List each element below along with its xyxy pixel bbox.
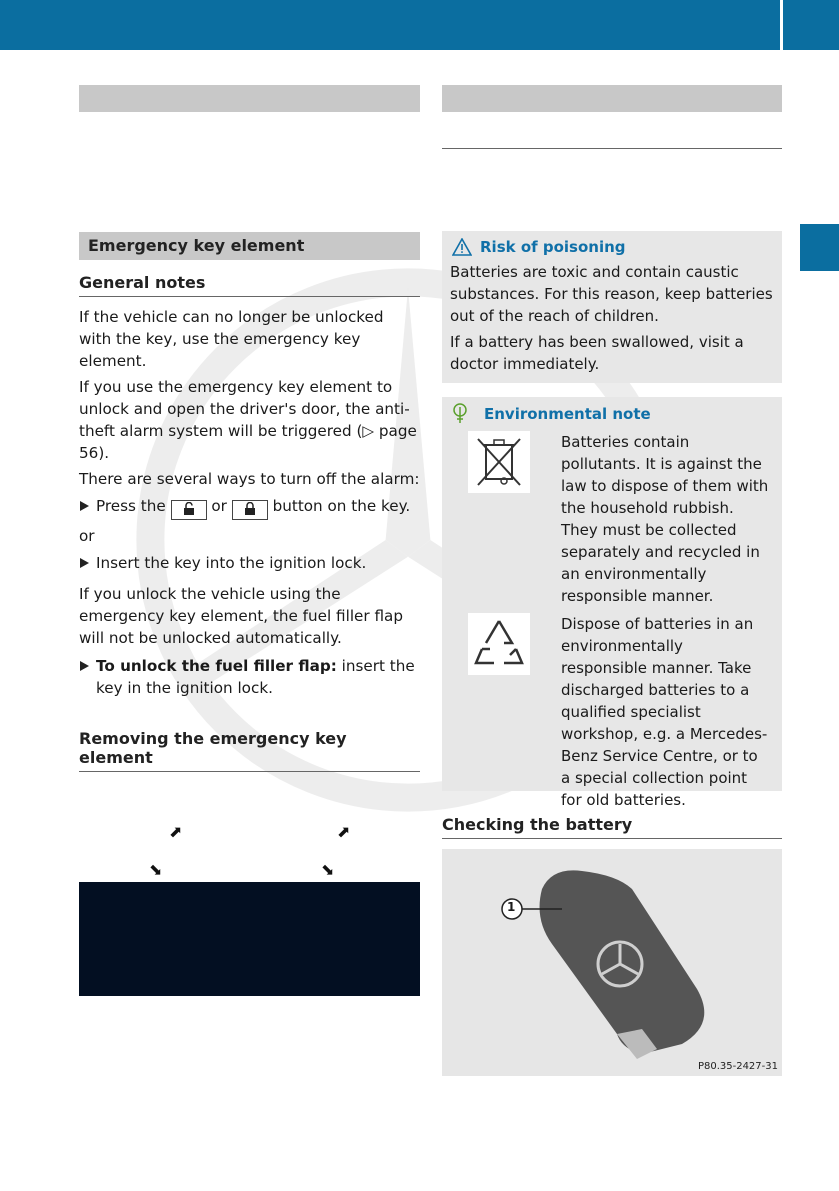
warning-box (442, 231, 782, 383)
dark-illustration-box (79, 882, 420, 996)
step-arrow-icon (80, 661, 89, 671)
or-text: or (79, 527, 95, 545)
step-insert-key (79, 552, 420, 574)
general-notes-heading: General notes (79, 273, 420, 297)
right-header-bar (442, 85, 782, 112)
arrow-down-right-icon: ⬊ (321, 860, 335, 879)
step1-mid: or (211, 497, 227, 515)
unlock-icon (183, 502, 195, 516)
arrow-up-right-icon: ⬈ (169, 822, 183, 841)
left-column (79, 85, 420, 996)
recycle-icon (468, 613, 530, 675)
lock-icon (244, 502, 256, 516)
arrow-down-right-icon: ⬊ (149, 860, 163, 879)
right-column (442, 85, 782, 1076)
env-row-recycle (450, 613, 774, 811)
key-photo (442, 849, 782, 1076)
warning-title (452, 237, 774, 257)
arrow-up-right-icon: ⬈ (337, 822, 351, 841)
env-title (452, 403, 774, 425)
warning-title-text: Risk of poisoning (480, 238, 626, 256)
unlock-button (171, 500, 207, 520)
step-unlock-fuel-flap (79, 655, 420, 699)
chapter-tab (800, 224, 839, 271)
paragraph-unlock-key: If the vehicle can no longer be unlocked with the key, use the emergency key element. (79, 308, 384, 370)
step3-bold: To unlock the fuel filler flap: (96, 657, 337, 675)
header-separator (780, 0, 783, 50)
env-text-1: Batteries contain pollutants. It is against the law to dispose of them with the household rubbish. They must be collected separately and recycled in an environmentally responsible manner. (561, 433, 769, 605)
paragraph-fuel-flap: If you unlock the vehicle using the emergency key element, the fuel filler flap will not be unlocked automatically. (79, 585, 403, 647)
left-header-bar (79, 85, 420, 112)
lightbulb-icon (452, 403, 468, 425)
step-arrow-icon (80, 558, 89, 568)
step-press-button (79, 495, 420, 520)
warning-paragraph-2: If a battery has been swallowed, visit a doctor immediately. (450, 333, 744, 373)
removing-heading: Removing the emergency key element (79, 729, 420, 772)
step-arrow-icon (80, 501, 89, 511)
key-illustration (442, 849, 782, 1076)
section-title: Emergency key element (79, 232, 420, 260)
step1-post: button on the key. (272, 497, 411, 515)
photo-callout-1: 1 (507, 900, 516, 914)
warning-paragraph-1: Batteries are toxic and contain caustic substances. For this reason, keep batteries out of the reach of children. (450, 263, 773, 325)
step3-rest: insert the key in the ignition lock. (96, 657, 415, 697)
photo-caption: P80.35-2427-31 (697, 1061, 778, 1072)
arrow-markers (79, 772, 420, 882)
checking-battery-heading: Checking the battery (442, 815, 782, 839)
environmental-note-box (442, 397, 782, 809)
header-bar (0, 0, 839, 50)
warning-triangle-icon (452, 238, 472, 256)
paragraph-ways-off: There are several ways to turn off the alarm: (79, 470, 420, 488)
env-row-bin (450, 431, 774, 607)
env-title-text: Environmental note (484, 405, 651, 423)
crossed-bin-icon (468, 431, 530, 493)
paragraph-alarm-triggered: If you use the emergency key element to unlock and open the driver's door, the anti-theft alarm system will be triggered (▷ page 56). (79, 378, 417, 462)
env-text-2: Dispose of batteries in an environmentally responsible manner. Take discharged batteries to a qualified specialist workshop, e.g. a Mercedes-Benz Service Centre, or to a special collection point for old batteries. (561, 615, 768, 809)
step1-pre: Press the (96, 497, 166, 515)
lock-button (232, 500, 268, 520)
step2-text: Insert the key into the ignition lock. (96, 554, 367, 572)
divider-rule (442, 148, 782, 149)
